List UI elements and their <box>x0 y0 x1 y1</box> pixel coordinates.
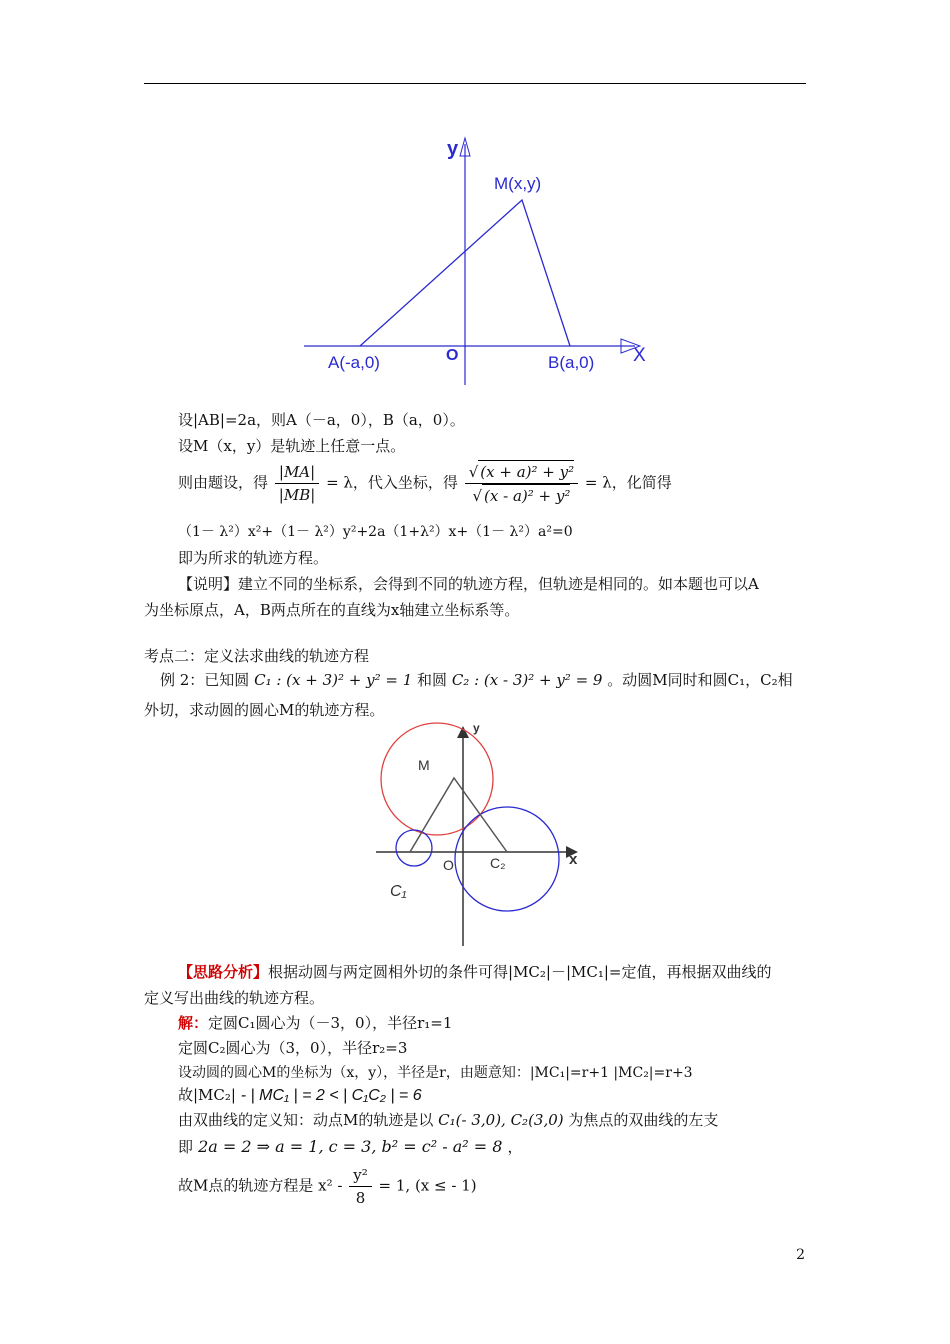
figure-two-circles <box>370 720 590 950</box>
sol7-x-term: x² - <box>318 1176 343 1195</box>
origin-label: O <box>446 347 459 364</box>
sol5-prefix: 由双曲线的定义知：动点M的轨迹是以 <box>178 1111 434 1129</box>
sol7-prefix: 故M点的轨迹方程是 <box>178 1176 314 1195</box>
sol6-prefix: 即 <box>178 1138 194 1156</box>
ratio-fraction <box>275 461 320 506</box>
line3-suffix: = λ，化简得 <box>584 473 672 492</box>
point-a-label: A(-a,0) <box>328 353 380 372</box>
circle-c1-label: C₁ <box>390 883 407 900</box>
text-line-5: 即为所求的轨迹方程。 <box>178 549 329 567</box>
note-line-2: 为坐标原点，A，B两点所在的直线为x轴建立坐标系等。 <box>144 601 520 619</box>
solution-text-1: 定圆C₁圆心为（－3，0），半径r₁=1 <box>208 1014 453 1032</box>
sol4-prefix: 故|MC₂| <box>178 1086 236 1104</box>
text-line-4: （1－ λ²）x²+（1－ λ²）y²+2a（1+λ²）x+（1－ λ²）a²=0 <box>178 524 573 540</box>
ex2-and: 和圆 <box>417 671 448 689</box>
moving-circle-m <box>381 723 493 835</box>
note-line-1: 【说明】建立不同的坐标系，会得到不同的轨迹方程，但轨迹是相同的。如本题也可以A <box>178 575 759 593</box>
sol7-numerator: y² <box>349 1164 372 1187</box>
circle-c2 <box>455 807 559 911</box>
circle-c1 <box>396 830 432 866</box>
distance-numerator: √ (x + a)² + y² <box>465 460 578 484</box>
analysis-line-2: 定义写出曲线的轨迹方程。 <box>144 989 325 1007</box>
text-line-1: 设|AB|=2a，则A（－a，0），B（a，0）。 <box>178 411 465 429</box>
center-m-label: M <box>418 757 430 773</box>
line3-prefix: 则由题设，得 <box>178 473 269 492</box>
circle-c1-equation: C₁ : (x + 3)² + y² = 1 <box>254 671 413 689</box>
origin-label: O <box>443 857 454 873</box>
x-axis-label: x <box>569 851 578 868</box>
ratio-numerator: |MA| <box>275 461 320 484</box>
sol5-suffix: 为焦点的双曲线的左支 <box>568 1111 719 1129</box>
sol7-denominator: 8 <box>355 1189 366 1207</box>
solution-line-4 <box>178 1085 422 1106</box>
text-line-3 <box>178 460 672 507</box>
ex2-suffix: 。动圆M同时和圆C₁，C₂相 <box>607 671 793 689</box>
line3-middle: = λ，代入坐标，得 <box>326 473 458 492</box>
point-m-label: M(x,y) <box>494 174 542 193</box>
analysis-label: 【思路分析】 <box>178 963 269 981</box>
sol6-parameters: 2a = 2 ⇒ a = 1, c = 3, b² = c² - a² = 8 <box>198 1137 503 1156</box>
ex2-prefix: 例 2：已知圆 <box>160 671 250 689</box>
solution-line-3: 设动圆的圆心M的坐标为（x，y），半径是r，由题意知：|MC₁|=r+1 |MC₂|=r+3 <box>178 1065 693 1081</box>
sol6-suffix: ， <box>507 1138 523 1156</box>
solution-line-6 <box>178 1137 523 1157</box>
sol7-suffix: = 1, (x ≤ - 1) <box>378 1176 477 1195</box>
analysis-text: 根据动圆与两定圆相外切的条件可得|MC₂|－|MC₁|=定值，再根据双曲线的 <box>268 963 772 981</box>
solution-line-7 <box>178 1164 477 1209</box>
example-2-line-1 <box>160 670 793 690</box>
text-line-2: 设M（x，y）是轨迹上任意一点。 <box>178 437 406 455</box>
ratio-denominator: |MB| <box>278 486 316 504</box>
section-heading: 考点二：定义法求曲线的轨迹方程 <box>144 647 370 665</box>
y-axis-label: y <box>473 721 480 735</box>
distance-fraction <box>465 460 578 507</box>
figure-triangle-axes <box>290 130 670 395</box>
solution-line-5 <box>178 1110 718 1130</box>
circle-c2-equation: C₂ : (x - 3)² + y² = 9 <box>451 671 603 689</box>
distance-denominator: √ (x - a)² + y² <box>465 484 578 507</box>
solution-label: 解： <box>178 1014 209 1032</box>
sol5-foci: C₁(- 3,0), C₂(3,0) <box>438 1111 564 1129</box>
solution-line-2: 定圆C₂圆心为（3，0），半径r₂=3 <box>178 1039 408 1057</box>
page-number: 2 <box>796 1247 805 1263</box>
circle-c2-label: C₂ <box>490 855 506 871</box>
distance-denominator-radicand: (x - a)² + y² <box>482 484 570 507</box>
analysis-line-1 <box>178 962 772 982</box>
x-axis-label: X <box>633 345 646 366</box>
point-b-label: B(a,0) <box>548 353 595 372</box>
distance-numerator-radicand: (x + a)² + y² <box>478 460 574 483</box>
sol7-fraction <box>349 1164 372 1209</box>
sol4-inequality: - | MC₁ | = 2 < | C₁C₂ | = 6 <box>240 1087 422 1104</box>
header-rule <box>144 83 806 84</box>
example-2-line-2: 外切，求动圆的圆心M的轨迹方程。 <box>144 701 385 719</box>
solution-line-1 <box>178 1013 452 1033</box>
y-axis-label: y <box>447 138 459 160</box>
